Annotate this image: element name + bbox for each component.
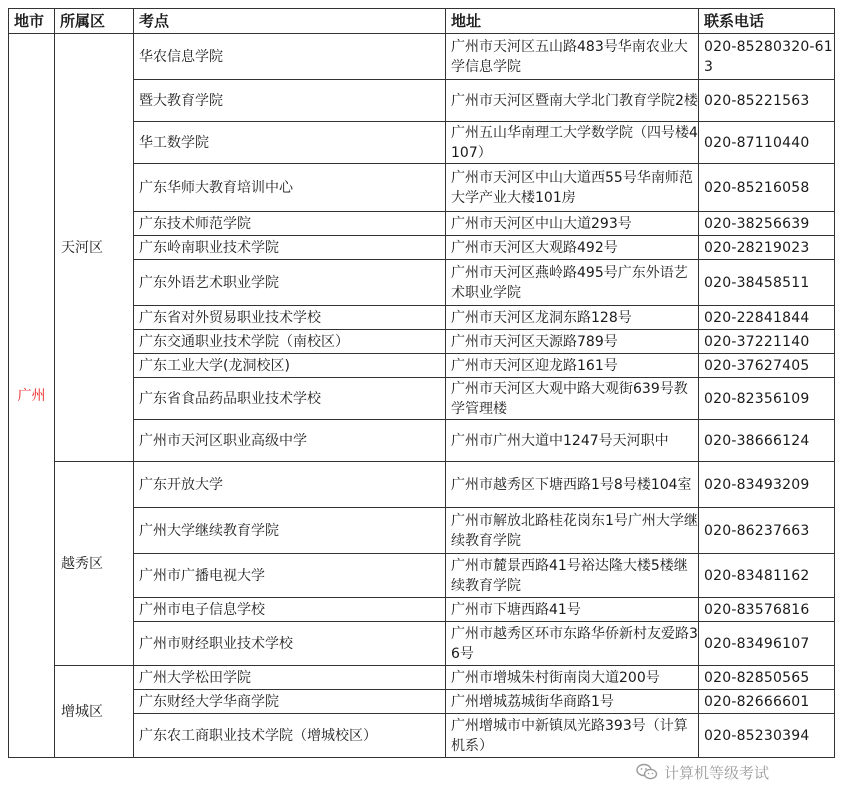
phone-cell: 020-85216058: [699, 164, 835, 212]
phone-cell: 020-28219023: [699, 236, 835, 260]
header-site: 考点: [134, 9, 446, 34]
district-cell: 天河区: [55, 34, 134, 462]
address-cell: 广州市越秀区下塘西路1号8号楼104室: [446, 462, 699, 508]
site-cell: 广州大学继续教育学院: [134, 508, 446, 554]
phone-cell: 020-22841844: [699, 306, 835, 330]
phone-cell: 020-82356109: [699, 378, 835, 420]
site-cell: 华工数学院: [134, 122, 446, 164]
exam-centers-table: [8, 8, 835, 758]
phone-cell: 020-85221563: [699, 80, 835, 122]
site-cell: 广东工业大学(龙洞校区): [134, 354, 446, 378]
address-cell: 广州五山华南理工大学数学院（四号楼4107）: [446, 122, 699, 164]
phone-cell: 020-37221140: [699, 330, 835, 354]
address-cell: 广州市下塘西路41号: [446, 598, 699, 622]
phone-cell: 020-82850565: [699, 666, 835, 690]
address-cell: 广州市天河区中山大道西55号华南师范大学产业大楼101房: [446, 164, 699, 212]
phone-cell: 020-86237663: [699, 508, 835, 554]
table-row: [9, 462, 835, 508]
site-cell: 广州市广播电视大学: [134, 554, 446, 598]
site-cell: 广东交通职业技术学院（南校区）: [134, 330, 446, 354]
site-cell: 暨大教育学院: [134, 80, 446, 122]
table-row: [9, 34, 835, 80]
site-cell: 广东岭南职业技术学院: [134, 236, 446, 260]
wechat-icon: [636, 763, 658, 781]
address-cell: 广州市天河区燕岭路495号广东外语艺术职业学院: [446, 260, 699, 306]
address-cell: 广州市天河区龙洞东路128号: [446, 306, 699, 330]
address-cell: 广州市天河区五山路483号华南农业大学信息学院: [446, 34, 699, 80]
address-cell: 广州市越秀区环市东路华侨新村友爱路36号: [446, 622, 699, 666]
city-cell: 广州: [9, 34, 55, 758]
address-cell: 广州市解放北路桂花岗东1号广州大学继续教育学院: [446, 508, 699, 554]
phone-cell: 020-83496107: [699, 622, 835, 666]
site-cell: 华农信息学院: [134, 34, 446, 80]
district-cell: 越秀区: [55, 462, 134, 666]
watermark-text: 计算机等级考试: [664, 763, 770, 782]
site-cell: 广东外语艺术职业学院: [134, 260, 446, 306]
site-cell: 广东农工商职业技术学院（增城校区）: [134, 714, 446, 758]
address-cell: 广州市广州大道中1247号天河职中: [446, 420, 699, 462]
address-cell: 广州市天河区大观中路大观街639号教学管理楼: [446, 378, 699, 420]
watermark: [636, 760, 836, 784]
phone-cell: 020-38256639: [699, 212, 835, 236]
address-cell: 广州市天河区大观路492号: [446, 236, 699, 260]
site-cell: 广州市电子信息学校: [134, 598, 446, 622]
address-cell: 广州增城荔城街华商路1号: [446, 690, 699, 714]
address-cell: 广州市天河区迎龙路161号: [446, 354, 699, 378]
phone-cell: 020-83576816: [699, 598, 835, 622]
site-cell: 广东华师大教育培训中心: [134, 164, 446, 212]
site-cell: 广东技术师范学院: [134, 212, 446, 236]
phone-cell: 020-83493209: [699, 462, 835, 508]
header-address: 地址: [446, 9, 699, 34]
address-cell: 广州市天河区中山大道293号: [446, 212, 699, 236]
phone-cell: 020-83481162: [699, 554, 835, 598]
site-cell: 广东财经大学华商学院: [134, 690, 446, 714]
header-phone: 联系电话: [699, 9, 835, 34]
site-cell: 广州市天河区职业高级中学: [134, 420, 446, 462]
address-cell: 广州市麓景西路41号裕达隆大楼5楼继续教育学院: [446, 554, 699, 598]
header-row: [9, 9, 835, 34]
header-city: 地市: [9, 9, 55, 34]
district-cell: 增城区: [55, 666, 134, 758]
phone-cell: 020-38458511: [699, 260, 835, 306]
address-cell: 广州市天河区暨南大学北门教育学院2楼: [446, 80, 699, 122]
table-body: [9, 34, 835, 758]
phone-cell: 020-37627405: [699, 354, 835, 378]
table-row: [9, 666, 835, 690]
site-cell: 广东省食品药品职业技术学校: [134, 378, 446, 420]
site-cell: 广州市财经职业技术学校: [134, 622, 446, 666]
phone-cell: 020-85230394: [699, 714, 835, 758]
phone-cell: 020-38666124: [699, 420, 835, 462]
phone-cell: 020-87110440: [699, 122, 835, 164]
phone-cell: 020-85280320-613: [699, 34, 835, 80]
site-cell: 广东省对外贸易职业技术学校: [134, 306, 446, 330]
phone-cell: 020-82666601: [699, 690, 835, 714]
address-cell: 广州增城市中新镇凤光路393号（计算机系）: [446, 714, 699, 758]
address-cell: 广州市天河区天源路789号: [446, 330, 699, 354]
site-cell: 广东开放大学: [134, 462, 446, 508]
header-district: 所属区: [55, 9, 134, 34]
site-cell: 广州大学松田学院: [134, 666, 446, 690]
address-cell: 广州市增城朱村街南岗大道200号: [446, 666, 699, 690]
